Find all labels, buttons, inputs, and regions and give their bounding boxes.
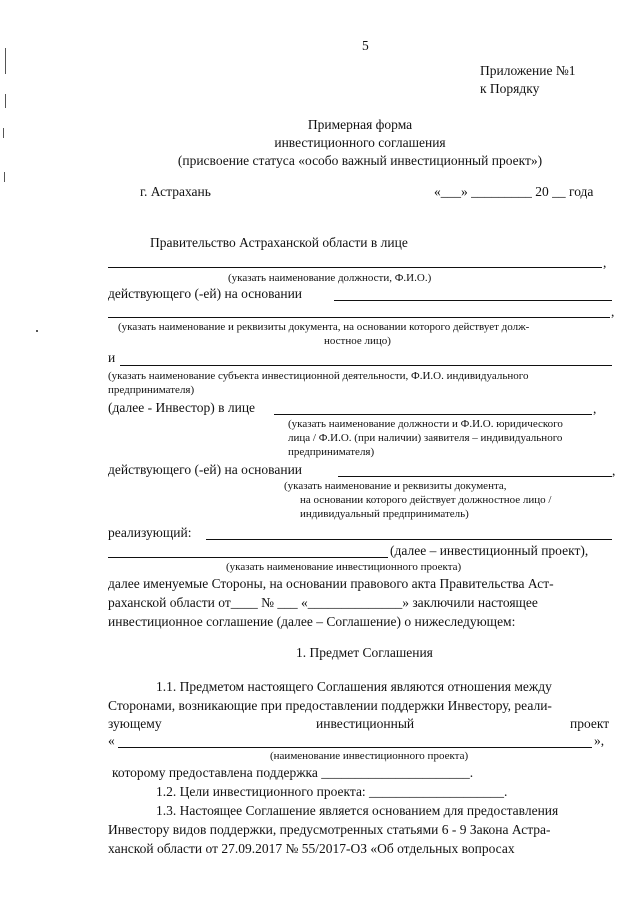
page-number: 5	[362, 38, 369, 53]
parties-paragraph-2: раханской области от____ № ___ «______________» заключили настоящее	[108, 595, 538, 610]
hint-basis-1: (указать наименование и реквизиты документа,	[284, 480, 507, 492]
title-line-3: (присвоение статуса «особо важный инвестиционный проект»)	[177, 153, 543, 168]
clause-1-3-line-2: Инвестору видов поддержки, предусмотренных статьями 6 - 9 Закона Астра-	[108, 822, 551, 837]
scan-mark	[36, 330, 38, 332]
date-template: «___» _________ 20 __ года	[434, 184, 594, 199]
fill-line	[274, 414, 592, 415]
parties-paragraph-1: далее именуемые Стороны, на основании правового акта Правительства Аст-	[108, 576, 554, 591]
clause-1-1-line-3-left: зующему	[108, 716, 162, 731]
realizing-suffix: (далее – инвестиционный проект),	[390, 543, 589, 558]
hint-subject-1: (указать наименование субъекта инвестиционной деятельности, Ф.И.О. индивидуального	[108, 370, 529, 382]
hint-basis-2: на основании которого действует должностное лицо /	[300, 494, 552, 506]
comma: ,	[593, 401, 597, 416]
appendix-line-2: к Порядку	[480, 81, 540, 96]
hint-subject-2: предпринимателя)	[108, 384, 195, 396]
appendix-line-1: Приложение №1	[480, 63, 576, 78]
fill-line	[108, 267, 602, 268]
comma: ,	[611, 304, 615, 319]
clause-1-1-line-3-mid: инвестиционный	[316, 716, 415, 731]
hint-document-1: (указать наименование и реквизиты документа, на основании которого действует долж-	[118, 321, 530, 333]
party1-lead: Правительство Астраханской области в лице	[150, 235, 408, 250]
scan-mark	[4, 172, 5, 182]
clause-1-3-line-3: ханской области от 27.09.2017 № 55/2017-ОЗ «Об отдельных вопросах	[108, 841, 515, 856]
title-line-2: инвестиционного соглашения	[274, 135, 446, 150]
fill-line	[108, 557, 388, 558]
clause-1-1-line-1: 1.1. Предметом настоящего Соглашения являются отношения между	[156, 679, 552, 694]
fill-line	[118, 747, 592, 748]
fill-line	[338, 476, 612, 477]
hint-position: (указать наименование должности, Ф.И.О.)	[228, 272, 432, 284]
hint-document-2: ностное лицо)	[324, 335, 391, 347]
comma: ,	[612, 463, 616, 478]
hint-project: (указать наименование инвестиционного проекта)	[226, 561, 462, 573]
party2-acting-label: действующего (-ей) на основании	[108, 462, 303, 477]
project-close-quote: »,	[594, 733, 605, 748]
scan-mark	[5, 94, 6, 108]
party1-acting-label: действующего (-ей) на основании	[108, 286, 303, 301]
clause-1-1-line-3-right: проект	[570, 716, 610, 731]
hint-person-2: лица / Ф.И.О. (при наличии) заявителя – индивидуального	[288, 432, 563, 444]
fill-line	[334, 300, 612, 301]
party2-and: и	[108, 350, 116, 365]
place-text: г. Астрахань	[140, 184, 211, 199]
fill-line	[206, 539, 612, 540]
realizing-label: реализующий:	[108, 525, 192, 540]
scan-mark	[5, 48, 6, 74]
section-1-heading: 1. Предмет Соглашения	[296, 645, 433, 660]
project-open-quote: «	[108, 733, 115, 748]
hint-person-1: (указать наименование должности и Ф.И.О. юридического	[288, 418, 563, 430]
comma: ,	[603, 255, 607, 270]
title-line-1: Примерная форма	[307, 117, 413, 132]
fill-line	[108, 317, 610, 318]
parties-paragraph-3: инвестиционное соглашение (далее – Соглашение) о нижеследующем:	[108, 614, 516, 629]
clause-1-2: 1.2. Цели инвестиционного проекта: ____________________.	[156, 784, 508, 799]
clause-1-3-line-1: 1.3. Настоящее Соглашение является основанием для предоставления	[156, 803, 559, 818]
hint-basis-3: индивидуальный предприниматель)	[300, 508, 469, 520]
fill-line	[120, 365, 612, 366]
support-text: которому предоставлена поддержка ______________________.	[112, 765, 474, 780]
hint-project-name: (наименование инвестиционного проекта)	[270, 750, 469, 762]
hint-person-3: предпринимателя)	[288, 446, 375, 458]
clause-1-1-line-2: Сторонами, возникающие при предоставлении поддержки Инвестору, реали-	[108, 698, 552, 713]
investor-lead: (далее - Инвестор) в лице	[108, 400, 256, 415]
